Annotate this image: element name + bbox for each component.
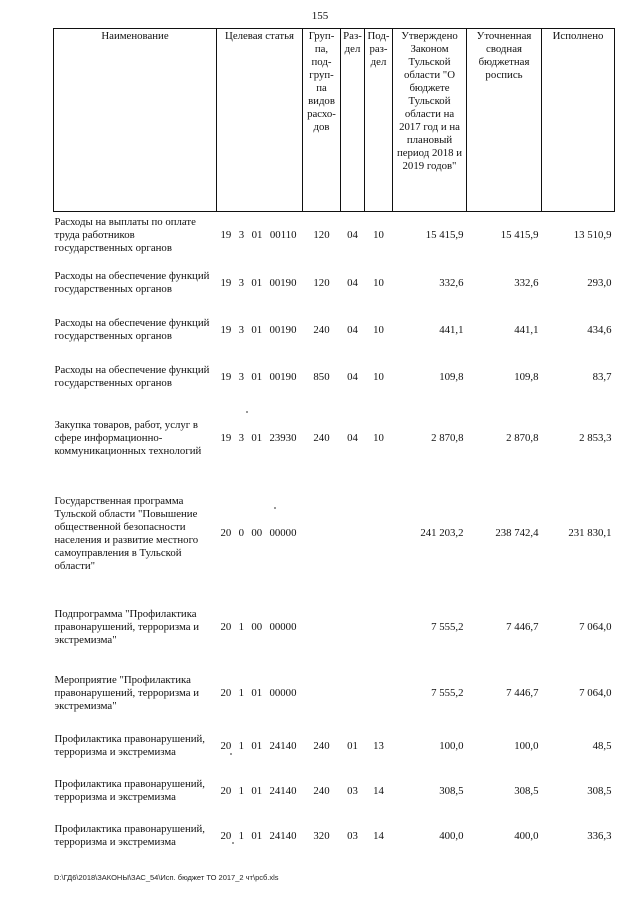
table-row (54, 307, 615, 354)
row-target-article (217, 592, 303, 664)
row-group (303, 664, 341, 724)
row-approved: 100,0 (439, 739, 464, 752)
row-executed: 336,3 (587, 829, 612, 842)
row-target-article (217, 664, 303, 724)
row-target-article (217, 724, 303, 769)
header-subsection: Под-раз-дел (365, 29, 393, 212)
code-event: 01 (251, 687, 263, 699)
row-section (341, 592, 365, 664)
row-target-article (217, 476, 303, 592)
code-event: 01 (251, 229, 263, 242)
row-approved: 7 555,2 (431, 621, 464, 633)
code-event: 01 (251, 276, 263, 289)
row-approved: 332,6 (439, 276, 464, 289)
row-executed: 2 853,3 (579, 431, 612, 444)
table-row (54, 212, 615, 260)
code-program: 20 (220, 527, 232, 539)
row-section (341, 476, 365, 592)
row-approved: 2 870,8 (431, 431, 464, 444)
table-row (54, 476, 615, 592)
row-subsection: 10 (373, 370, 384, 383)
code-event: 01 (251, 431, 263, 444)
header-executed: Исполнено (542, 29, 615, 212)
row-refined: 2 870,8 (506, 431, 539, 444)
code-subprogram: 1 (238, 621, 245, 633)
table-row (54, 592, 615, 664)
code-subprogram: 3 (238, 431, 245, 444)
row-section (341, 664, 365, 724)
code-subprogram: 3 (238, 276, 245, 289)
row-refined: 109,8 (514, 370, 539, 383)
row-refined: 238 742,4 (495, 527, 539, 539)
code-direction: 00110 (269, 229, 297, 242)
table-row (54, 260, 615, 307)
header-name: Наименование (54, 29, 217, 212)
row-refined: 7 446,7 (506, 621, 539, 633)
row-group: 120 (313, 229, 330, 242)
row-section: 03 (347, 829, 358, 842)
code-event: 01 (251, 829, 263, 842)
row-subsection: 10 (373, 323, 384, 336)
code-event: 01 (251, 739, 263, 752)
code-subprogram: 1 (238, 687, 245, 699)
row-target-article (217, 260, 303, 307)
row-subsection: 13 (373, 739, 384, 752)
header-section: Раз-дел (341, 29, 365, 212)
header-expense-group: Груп-па, под-груп-па видов расхо-дов (303, 29, 341, 212)
row-approved: 441,1 (439, 323, 464, 336)
page-number: 155 (311, 10, 329, 22)
code-subprogram: 3 (238, 323, 245, 336)
row-executed: 7 064,0 (579, 687, 612, 699)
row-approved: 400,0 (439, 829, 464, 842)
row-name: Расходы на обеспечение функций государственных органов (54, 364, 210, 389)
code-program: 20 (220, 829, 232, 842)
code-direction: 24140 (269, 829, 297, 842)
code-subprogram: 3 (238, 370, 245, 383)
row-section: 04 (347, 323, 358, 336)
row-subsection: 10 (373, 229, 384, 242)
row-group: 240 (313, 323, 330, 336)
table-row (54, 814, 615, 859)
row-name: Профилактика правонарушений, терроризма и экстремизма (54, 823, 205, 848)
code-program: 20 (220, 621, 232, 633)
row-subsection: 14 (373, 829, 384, 842)
row-executed: 231 830,1 (568, 527, 612, 539)
file-path-footer: D:\ГД6\2018\ЗАКОНЫ\ЗАС_54\Исп. бюджет ТО 2017_2 чт\рсб.xls (54, 873, 279, 882)
code-program: 20 (220, 687, 232, 699)
code-direction: 00190 (269, 323, 297, 336)
row-refined: 308,5 (514, 784, 539, 797)
code-direction: 00000 (269, 527, 297, 539)
table-header-row (54, 29, 615, 212)
code-direction: 24140 (269, 739, 297, 752)
row-target-article (217, 814, 303, 859)
code-subprogram: 1 (238, 829, 245, 842)
row-group: 320 (313, 829, 330, 842)
row-group: 240 (313, 739, 330, 752)
row-target-article (217, 212, 303, 260)
code-event: 01 (251, 323, 263, 336)
code-program: 19 (220, 323, 232, 336)
row-target-article (217, 354, 303, 401)
code-event: 01 (251, 370, 263, 383)
row-section: 03 (347, 784, 358, 797)
code-subprogram: 1 (238, 784, 245, 797)
row-name: Закупка товаров, работ, услуг в сфере информационно-коммуникационных технологий (54, 418, 202, 457)
row-group (303, 592, 341, 664)
row-name: Подпрограмма "Профилактика правонарушений, терроризма и экстремизма" (54, 608, 199, 646)
code-direction: 00000 (269, 687, 297, 699)
code-subprogram: 3 (238, 229, 245, 242)
code-direction: 00190 (269, 370, 297, 383)
row-executed: 83,7 (592, 370, 612, 383)
row-executed: 48,5 (592, 739, 612, 752)
header-refined: Уточненная сводная бюджетная роспись (467, 29, 542, 212)
row-refined: 441,1 (514, 323, 539, 336)
row-approved: 15 415,9 (425, 229, 464, 242)
row-executed: 293,0 (587, 276, 612, 289)
code-direction: 23930 (269, 431, 297, 444)
row-approved: 308,5 (439, 784, 464, 797)
header-approved: Утверждено Законом Тульской области "О бюджете Тульской области на 2017 год и на плановый период 2018 и 2019 годов" (393, 29, 467, 212)
table-row (54, 354, 615, 401)
row-subsection: 14 (373, 784, 384, 797)
row-refined: 400,0 (514, 829, 539, 842)
code-direction: 24140 (269, 784, 297, 797)
row-refined: 7 446,7 (506, 687, 539, 699)
scan-speck (230, 753, 232, 755)
code-program: 19 (220, 276, 232, 289)
code-subprogram: 1 (238, 739, 245, 752)
budget-table (53, 28, 615, 859)
row-section: 04 (347, 431, 358, 444)
row-name: Расходы на выплаты по оплате труда работников государственных органов (54, 216, 196, 255)
row-approved: 241 203,2 (420, 527, 464, 539)
row-subsection (365, 592, 393, 664)
scan-speck (246, 411, 248, 413)
table-row (54, 664, 615, 724)
row-name: Мероприятие "Профилактика правонарушений, терроризма и экстремизма" (54, 674, 199, 712)
row-executed: 434,6 (587, 323, 612, 336)
row-subsection: 10 (373, 276, 384, 289)
row-executed: 7 064,0 (579, 621, 612, 633)
code-event: 00 (251, 527, 263, 539)
code-event: 00 (251, 621, 263, 633)
code-program: 19 (220, 370, 232, 383)
row-name: Расходы на обеспечение функций государственных органов (54, 317, 210, 342)
row-section: 04 (347, 370, 358, 383)
row-approved: 7 555,2 (431, 687, 464, 699)
row-section: 01 (347, 739, 358, 752)
header-target-article: Целевая статья (217, 29, 303, 212)
code-direction: 00190 (269, 276, 297, 289)
row-refined: 15 415,9 (500, 229, 539, 242)
code-event: 01 (251, 784, 263, 797)
row-group: 240 (313, 431, 330, 444)
row-target-article (217, 307, 303, 354)
code-program: 19 (220, 431, 232, 444)
row-section: 04 (347, 276, 358, 289)
row-group: 850 (313, 370, 330, 383)
row-group (303, 476, 341, 592)
row-target-article (217, 401, 303, 476)
row-executed: 308,5 (587, 784, 612, 797)
row-name: Профилактика правонарушений, терроризма и экстремизма (54, 733, 205, 758)
row-name: Профилактика правонарушений, терроризма и экстремизма (54, 778, 205, 803)
table-row (54, 401, 615, 476)
row-name: Расходы на обеспечение функций государственных органов (54, 270, 210, 295)
table-row (54, 769, 615, 814)
table-row (54, 724, 615, 769)
row-refined: 100,0 (514, 739, 539, 752)
scan-speck (274, 507, 276, 509)
code-subprogram: 0 (238, 527, 245, 539)
row-name: Государственная программа Тульской области "Повышение общественной безопасности населения и развитие местного самоуправления в Тульской области" (54, 494, 199, 572)
code-program: 20 (220, 739, 232, 752)
row-subsection: 10 (373, 431, 384, 444)
row-group: 120 (313, 276, 330, 289)
row-section: 04 (347, 229, 358, 242)
row-executed: 13 510,9 (573, 229, 612, 242)
scan-speck (232, 842, 234, 844)
row-approved: 109,8 (439, 370, 464, 383)
row-refined: 332,6 (514, 276, 539, 289)
row-group: 240 (313, 784, 330, 797)
code-direction: 00000 (269, 621, 297, 633)
code-program: 19 (220, 229, 232, 242)
row-subsection (365, 476, 393, 592)
row-target-article (217, 769, 303, 814)
code-program: 20 (220, 784, 232, 797)
row-subsection (365, 664, 393, 724)
